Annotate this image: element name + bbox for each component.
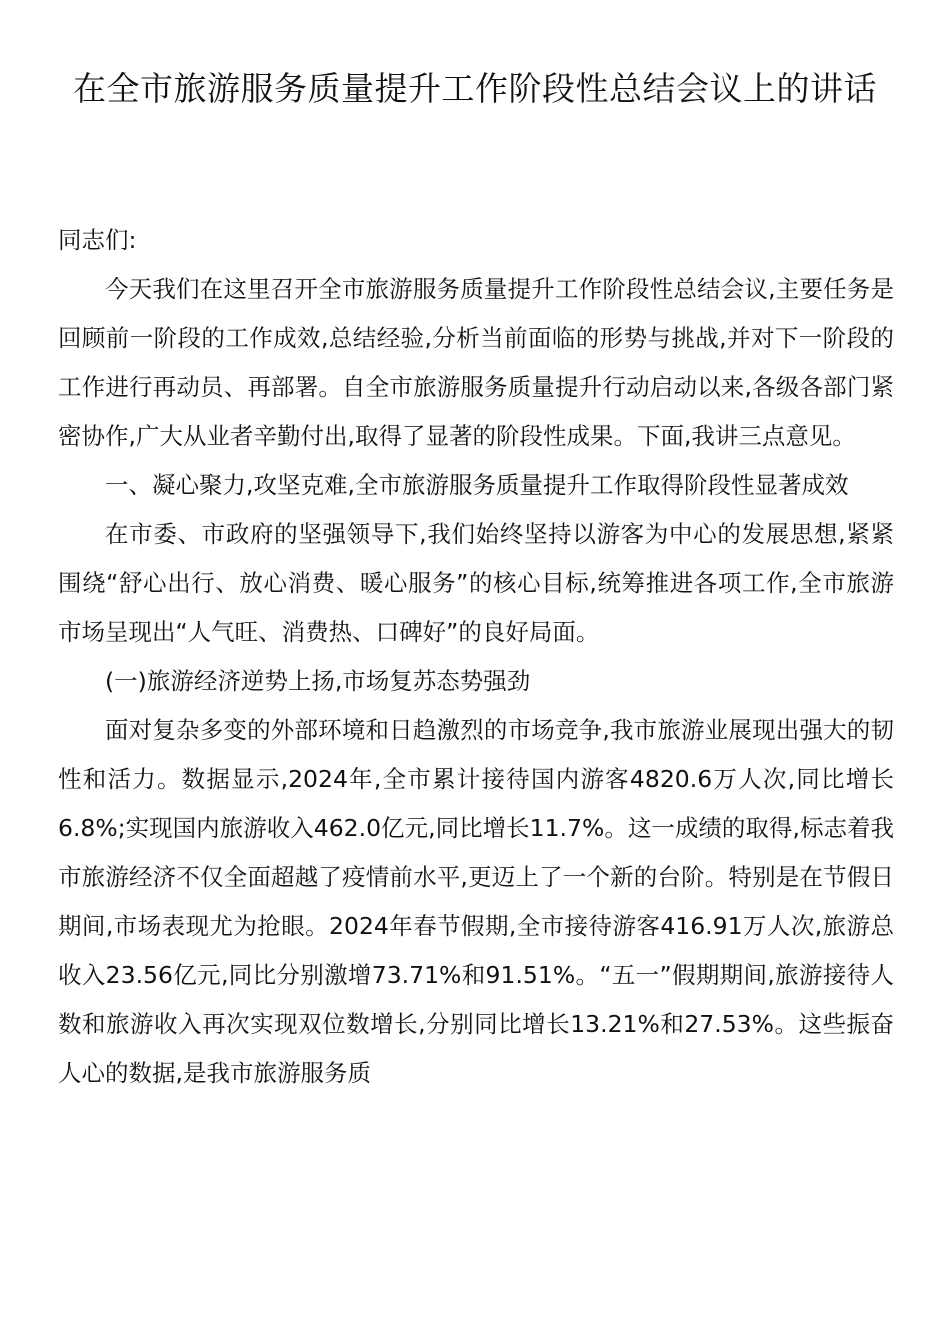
subsection-heading-1: (一)旅游经济逆势上扬,市场复苏态势强劲: [105, 667, 531, 695]
paragraph-section-1: 在市委、市政府的坚强领导下,我们始终坚持以游客为中心的发展思想,紧紧围绕“舒心出行、放心消费、暖心服务”的核心目标,统筹推进各项工作,全市旅游市场呈现出“人气旺、消费热、口碑好”的良好局面。: [58, 520, 894, 646]
salutation: 同志们:: [58, 226, 137, 254]
document-title: 在全市旅游服务质量提升工作阶段性总结会议上的讲话: [73, 69, 877, 108]
paragraph-intro: 今天我们在这里召开全市旅游服务质量提升工作阶段性总结会议,主要任务是回顾前一阶段的工作成效,总结经验,分析当前面临的形势与挑战,并对下一阶段的工作进行再动员、再部署。自全市旅游服务质量提升行动启动以来,各级各部门紧密协作,广大从业者辛勤付出,取得了显著的阶段性成果。下面,我讲三点意见。: [58, 275, 894, 450]
paragraph-subsection-1: 面对复杂多变的外部环境和日趋激烈的市场竞争,我市旅游业展现出强大的韧性和活力。数据显示,2024年,全市累计接待国内游客4820.6万人次,同比增长6.8%;实现国内旅游收入462.0亿元,同比增长11.7%。这一成绩的取得,标志着我市旅游经济不仅全面超越了疫情前水平,更迈上了一个新的台阶。特别是在节假日期间,市场表现尤为抢眼。2024年春节假期,全市接待游客416.91万人次,旅游总收入23.56亿元,同比分别激增73.71%和91.51%。“五一”假期期间,旅游接待人数和旅游收入再次实现双位数增长,分别同比增长13.21%和27.53%。这些振奋人心的数据,是我市旅游服务质: [58, 716, 894, 1087]
section-heading-1: 一、凝心聚力,攻坚克难,全市旅游服务质量提升工作取得阶段性显著成效: [105, 471, 849, 499]
document-body: [58, 216, 894, 1098]
